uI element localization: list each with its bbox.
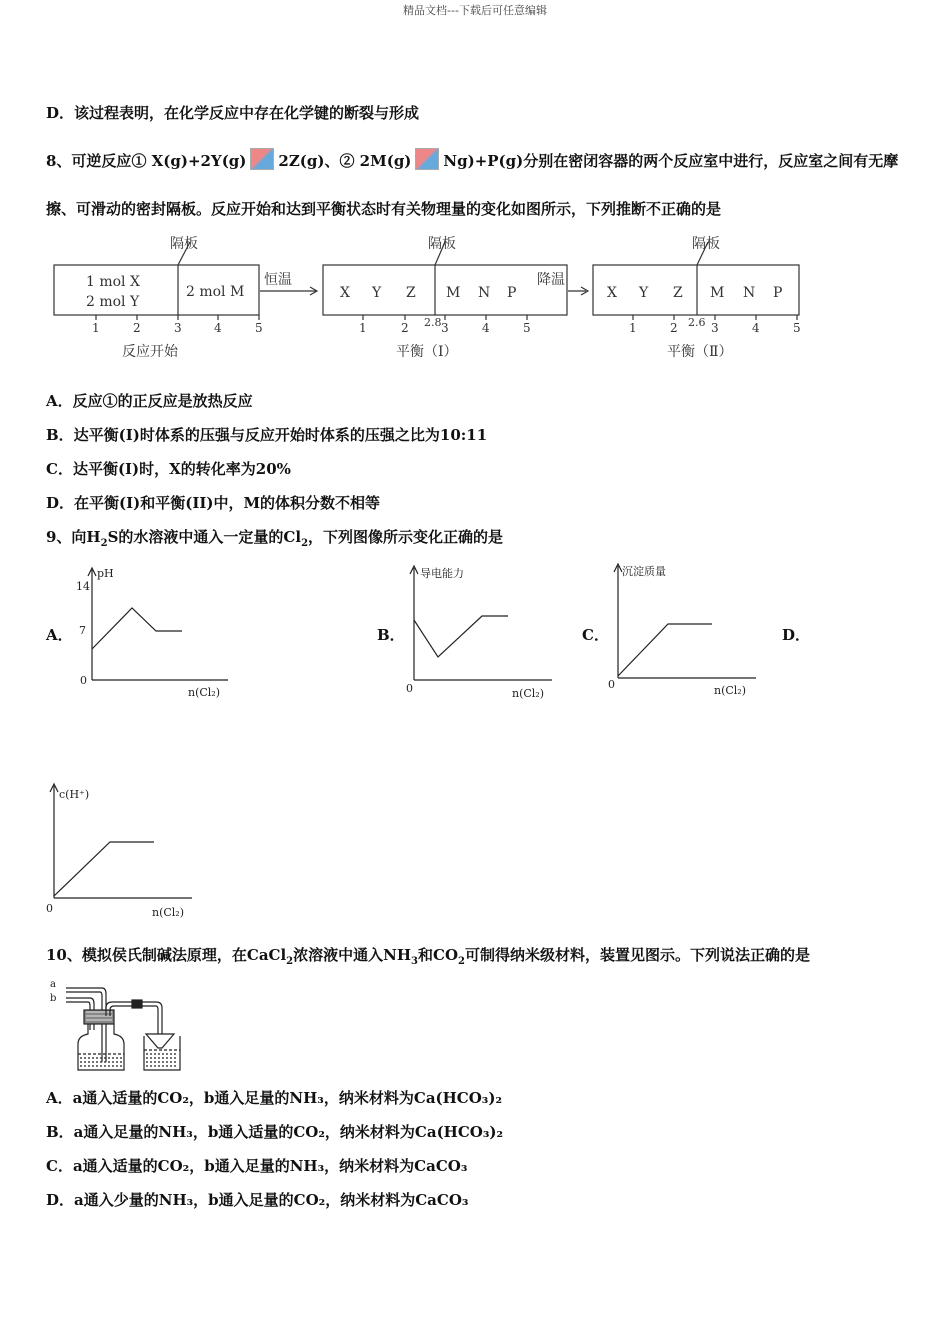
broken-image-icon [415,148,439,170]
q8-option-a: A．反应①的正反应是放热反应 [46,392,253,410]
q10-option-d: D．a通入少量的NH₃，b通入足量的CO₂，纳米材料为CaCO₃ [46,1191,469,1209]
start-1mol-x: 1 mol X [86,274,140,290]
partition-label-1: 隔板 [170,236,198,252]
species-z: Z [673,285,683,301]
tick-5: 5 [255,321,263,335]
y-tick-7: 7 [79,624,86,637]
tick-1: 1 [629,321,637,335]
y-axis-label: c(H⁺) [59,788,90,801]
tick-2: 2 [401,321,409,335]
y-axis-label: pH [97,567,114,580]
tube-a-label: a [50,979,56,990]
tick-5: 5 [523,321,531,335]
conductivity-curve [414,616,508,657]
subscript: 2 [100,538,108,549]
q9-stem [46,526,503,549]
species-y: Y [372,285,382,301]
arrow-label-isothermal: 恒温 [264,272,292,288]
q8-stem-part2: 2Z(g)、② 2M(g) [278,152,412,170]
subscript: 2 [458,956,465,967]
q10-apparatus-diagram [44,974,194,1078]
species-y: Y [639,285,649,301]
q9-stem-part3: ，下列图像所示变化正确的是 [308,528,504,546]
q8-option-d: D．在平衡(I)和平衡(II)中，M的体积分数不相等 [46,494,381,512]
species-x: X [607,285,617,301]
tick-3: 3 [174,321,182,335]
page-header: 精品文档---下载后可任意编辑 [403,4,547,17]
q10-stem-part2: 浓溶液中通入NH [293,946,412,964]
tick-2: 2 [133,321,141,335]
start-2mol-y: 2 mol Y [86,294,140,310]
partition-position-2-8: 2.8 [424,316,442,329]
tick-4: 4 [214,321,222,335]
q10-stem-part1: 10、模拟侯氏制碱法原理，在CaCl [46,946,287,964]
q8-reaction-chamber-diagram [40,228,820,368]
hydrogen-ion-curve [54,842,154,896]
q9-stem-part2: S的水溶液中通入一定量的Cl [107,528,302,546]
q9-graph-b-conductivity [400,560,560,704]
chamber-equilibrium-2 [593,265,799,315]
partition-label-2: 隔板 [428,236,456,252]
species-m: M [710,285,725,301]
ph-curve [92,608,182,649]
q10-stem [46,944,810,967]
q10-option-a: A．a通入适量的CO₂，b通入足量的NH₃，纳米材料为Ca(HCO₃)₂ [46,1089,503,1107]
origin-label: 0 [80,674,87,687]
tick-4: 4 [482,321,490,335]
q9-option-d-label: D． [782,626,811,644]
tick-1: 1 [92,321,100,335]
q9-option-c-label: C． [582,626,609,644]
tick-4: 4 [752,321,760,335]
q9-option-a-label: A． [46,626,73,644]
partition-position-2-6: 2.6 [688,316,706,329]
tube-b-label: b [50,993,57,1004]
tick-3: 3 [711,321,719,335]
x-axis-label: n(Cl₂) [152,906,185,919]
x-axis-label: n(Cl₂) [714,684,747,697]
species-m: M [446,285,461,301]
subscript: 2 [286,956,294,967]
x-axis-label: n(Cl₂) [512,687,545,700]
q10-stem-part4: 可制得纳米级材料，装置见图示。下列说法正确的是 [464,946,810,964]
partition-label-3: 隔板 [692,236,720,252]
species-n: N [478,285,491,301]
species-p: P [773,285,783,301]
label-equilibrium-2: 平衡（Ⅱ） [667,344,733,360]
y-axis-label: 沉淀质量 [622,565,666,578]
q7-option-d: D．该过程表明，在化学反应中存在化学键的断裂与形成 [46,104,420,122]
q8-option-c: C．达平衡(I)时，X的转化率为20% [46,460,291,478]
arrow-label-cooling: 降温 [537,272,565,288]
origin-label: 0 [406,682,413,695]
q10-stem-part3: 和CO [418,946,459,964]
q9-stem-part1: 9、向H [46,528,101,546]
tick-2: 2 [670,321,678,335]
q8-option-b: B．达平衡(I)时体系的压强与反应开始时体系的压强之比为10:11 [46,426,488,444]
start-2mol-m: 2 mol M [186,284,245,300]
origin-label: 0 [46,902,53,915]
tick-3: 3 [441,321,449,335]
precipitate-curve [618,624,712,676]
q9-option-b-label: B． [377,626,405,644]
q9-graph-a-ph [68,562,238,702]
q8-stem-part1: 8、可逆反应① X(g)+2Y(g) [46,152,247,170]
subscript: 2 [301,538,309,549]
origin-label: 0 [608,678,615,691]
species-x: X [340,285,350,301]
y-tick-14: 14 [76,580,90,593]
tick-5: 5 [793,321,801,335]
tick-1: 1 [359,321,367,335]
label-reaction-start: 反应开始 [122,344,178,360]
x-axis-label: n(Cl₂) [188,686,221,699]
q10-option-c: C．a通入适量的CO₂，b通入足量的NH₃，纳米材料为CaCO₃ [46,1157,468,1175]
broken-image-icon [250,148,274,170]
q9-graph-c-precipitate [604,558,764,698]
label-equilibrium-1: 平衡（Ⅰ） [396,344,458,360]
species-z: Z [406,285,416,301]
q8-stem-line2: 擦、可滑动的密封隔板。反应开始和达到平衡状态时有关物理量的变化如图所示，下列推断不正确的是 [46,200,722,218]
y-axis-label: 导电能力 [420,567,464,580]
subscript: 3 [411,956,418,967]
q8-stem-part3: Ng)+P(g)分别在密闭容器的两个反应室中进行，反应室之间有无摩 [443,152,899,170]
q8-stem-line1 [46,148,898,171]
q9-graph-d-hydrogen-ion [40,778,200,924]
species-n: N [743,285,756,301]
chamber-equilibrium-1 [323,265,567,315]
q10-option-b: B．a通入足量的NH₃，b通入适量的CO₂，纳米材料为Ca(HCO₃)₂ [46,1123,504,1141]
species-p: P [507,285,517,301]
